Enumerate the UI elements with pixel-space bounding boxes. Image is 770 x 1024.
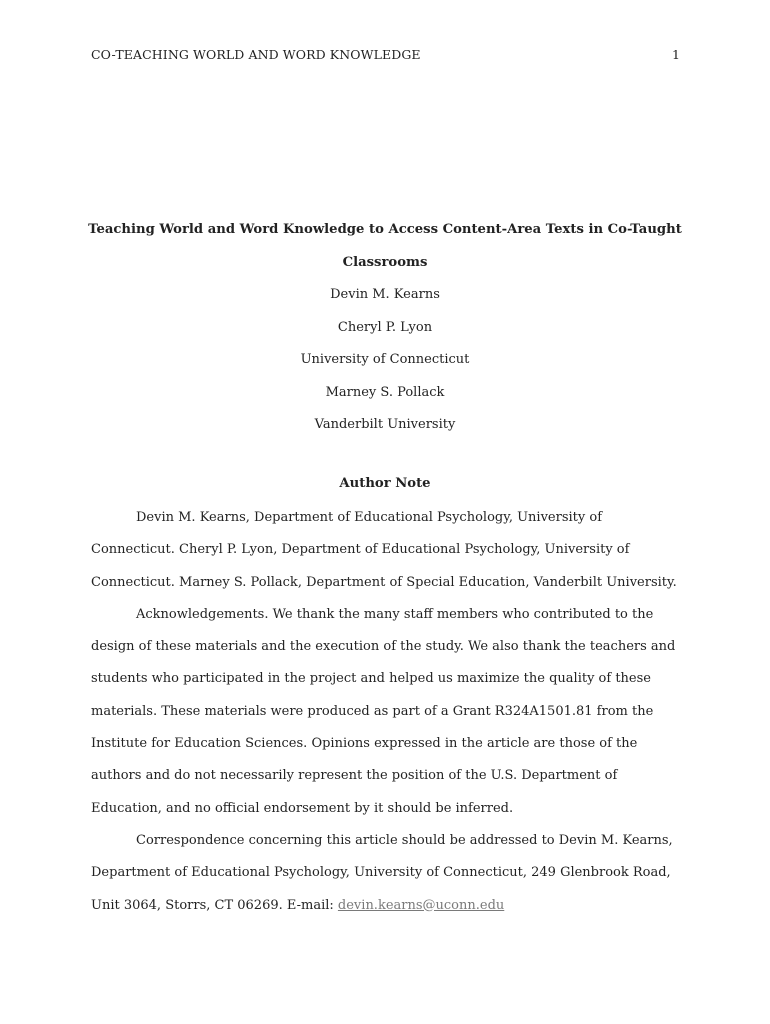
author-note-affiliations-paragraph: Devin M. Kearns, Department of Educational Psychology, University of Connecticut. Cheryl P. Lyon, Department of Educational Psychology, University of Connecticut. Marney S. Pollack, Department of Special Education, Vanderbilt University. xyxy=(91,510,677,590)
page-number: 1 xyxy=(672,47,680,62)
author-name: Marney S. Pollack xyxy=(325,384,445,400)
title-block xyxy=(60,213,710,442)
author-note-heading: Author Note xyxy=(339,476,431,491)
author-name: Devin M. Kearns xyxy=(330,287,440,302)
author-note-body xyxy=(91,502,681,922)
paper-title-line-1: Teaching World and Word Knowledge to Access Content-Area Texts in Co-Taught xyxy=(88,222,682,237)
author-affiliation: Vanderbilt University xyxy=(314,417,456,432)
email-link[interactable]: devin.kearns@uconn.edu xyxy=(337,897,505,913)
author-affiliation: University of Connecticut xyxy=(300,352,470,367)
correspondence-text: Correspondence concerning this article should be addressed to Devin M. Kearns, Department of Educational Psychology, University of Connecticut, 249 Glenbrook Road, Unit 3064, Storrs, CT 06269. E-mail: xyxy=(91,832,673,913)
author-name: Cheryl P. Lyon xyxy=(337,319,433,335)
acknowledgements-paragraph: Acknowledgements. We thank the many staff members who contributed to the design of these materials and the execution of the study. We also thank the teachers and students who participated in the project and helped us maximize the quality of these materials. These materials were produced as part of a Grant R324A1501.81 from the Institute for Education Sciences. Opinions expressed in the article are those of the authors and do not necessarily represent the position of the U.S. Department of Education, and no official endorsement by it should be inferred. xyxy=(91,606,676,816)
running-head: CO-TEACHING WORLD AND WORD KNOWLEDGE xyxy=(91,47,421,62)
paper-title-line-2: Classrooms xyxy=(342,255,428,270)
correspondence-paragraph xyxy=(91,825,681,922)
